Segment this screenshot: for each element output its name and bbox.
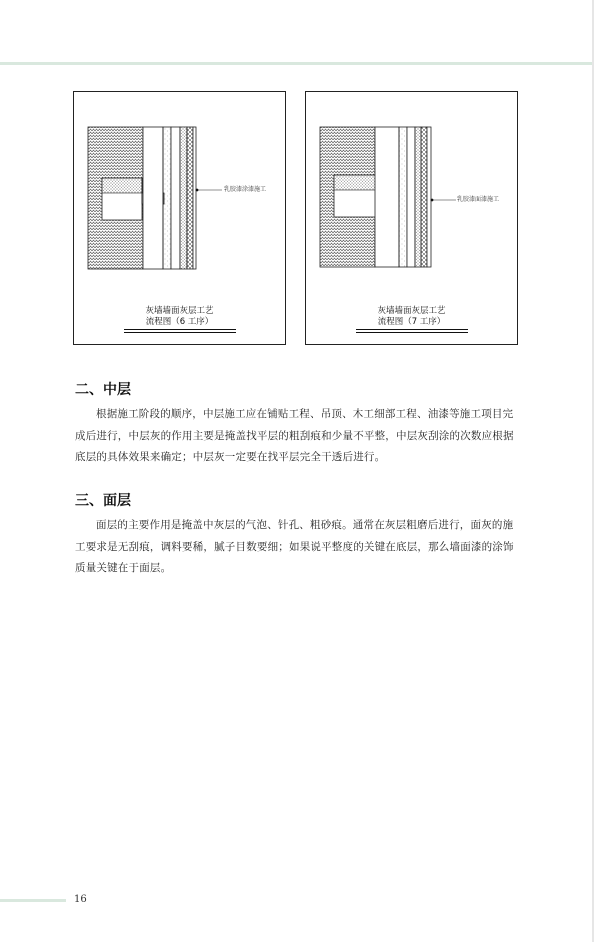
callout-label: 乳胶漆面漆施工 <box>457 196 500 203</box>
section-body-middle-layer: 根据施工阶段的顺序，中层施工应在铺贴工程、吊顶、木工细部工程、油漆等施工项目完成后进行，中层灰的作用主要是掩盖找平层的粗刮痕和少量不平整，中层灰刮涂的次数应根据底层的具体效果来确定；中层灰一定要在找平层完全干透后进行。 <box>75 408 514 463</box>
page-number: 16 <box>74 894 87 905</box>
figure-caption-line1: 灰墙墙面灰层工艺 <box>145 306 214 316</box>
section-heading-surface-layer: 三、面层 <box>75 493 131 509</box>
caption-underline <box>356 332 468 333</box>
figure-caption-line2: 流程图（6 工序） <box>145 317 214 327</box>
caption-underline <box>124 332 236 333</box>
section-body-surface-layer: 面层的主要作用是掩盖中灰层的气泡、针孔、粗砂痕。通常在灰层粗磨后进行，面灰的施工要求是无刮痕，调料要稀，腻子目数要细；如果说平整度的关键在底层，那么墙面漆的涂饰质量关键在于面层。 <box>75 519 514 574</box>
figure-7-process <box>305 91 518 345</box>
footer-rule <box>0 899 66 902</box>
header-rule <box>0 62 594 65</box>
figure-caption-line1: 灰墙墙面灰层工艺 <box>377 306 446 316</box>
caption-underline <box>356 329 468 330</box>
figure-caption-line2: 流程图（7 工序） <box>377 317 446 327</box>
callout-label: 乳胶漆涂漆施工 <box>224 186 267 193</box>
caption-underline <box>124 329 236 330</box>
section-heading-middle-layer: 二、中层 <box>75 382 131 398</box>
figure-6-process <box>73 91 286 345</box>
